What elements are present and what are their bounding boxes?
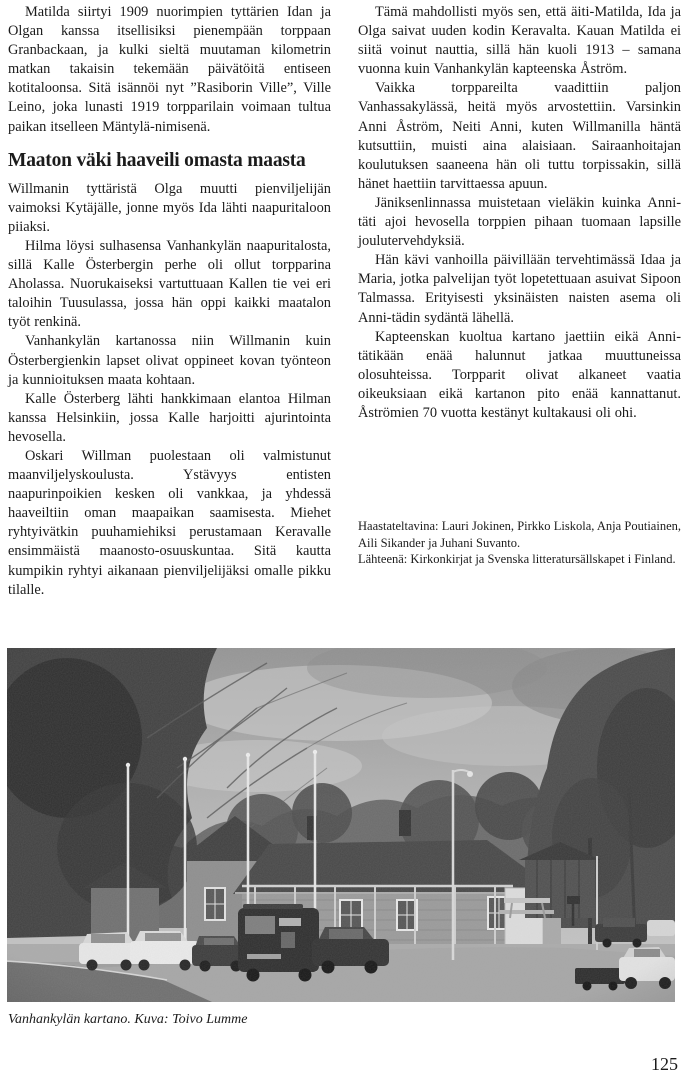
left-column [8, 3, 331, 600]
paragraph: Hän kävi vanhoilla päivillään tervehtimässä Idaa ja Maria, jotka palvelijan työt lopetettuaan asuivat Sipoon Talmassa. Erityisesti yksinäisten naisten asema oli Anni-tädin sydäntä lähellä. [358, 252, 681, 326]
paragraph: Vaikka torppareilta vaadittiin paljon Vanhassakylässä, heitä myös arvostettiin. Varsinkin Anni Åström, Neiti Anni, kuten Willmanilla häntä kutsuttiin, muisti aina alaisiaan. Sairaanhoitajan koulutuksen saaneena hän oli tuttu torpissakin, sillä hänet haettiin tarvittaessa apuun. [358, 80, 681, 192]
page-number: 125 [651, 1054, 678, 1074]
paragraph: Vanhankylän kartanossa niin Willmanin kuin Österbergienkin lapset olivat oppineet kovan työnteon ja kunnioituksen maata kohtaan. [8, 333, 331, 388]
manor-photo-illustration [7, 648, 675, 1002]
paragraph: Tämä mahdollisti myös sen, että äiti-Matilda, Ida ja Olga saivat uuden kodin Keravalta. Kauan Matilda ei siitä voinut nauttia, sillä hän kuoli 1913 – samana vuonna kuin Vanhankylän kapteenska Åström. [358, 4, 681, 78]
text-columns [8, 3, 681, 600]
paragraph: Matilda siirtyi 1909 nuorimpien tyttärien Idan ja Olgan kanssa itsellisiksi pienempään torppaan Granbackaan, ja kulki sieltä muutaman kilometrin matkan takaisin tekemään päivätöitä entiseen kotitaloonsa. Sitä isännöi nyt ”Rasiborin Ville”, Ville Leino, joka lunasti 1919 torpparilain voimaan tultua paikan itselleen Mäntylä-nimisenä. [8, 4, 331, 135]
paragraph: Jäniksenlinnassa muistetaan vieläkin kuinka Anni-täti ajoi hevosella torppien pihaan tuomaan lapsille joulutervehdyksiä. [358, 194, 681, 250]
sources-credit: Lähteenä: Kirkonkirjat ja Svenska litteratursällskapet i Finland. [358, 552, 676, 567]
credits-block [358, 518, 681, 568]
paragraph: Kalle Österberg lähti hankkimaan elantoa Hilman kanssa Helsinkiin, jossa Kalle harjoitti ajurintointa hevosella. [8, 390, 331, 445]
paragraph: Oskari Willman puolestaan oli valmistunut maanviljelyskoulusta. Ystävyys entisten naapurinpoikien kesken oli vankkaa, ja yhdessä haaveiltiin oman maapaikan saamisesta. Miehet ryhtyivätkin puuhamiehiksi perustamaan Keravalle ensimmäistä maanosto-osuuskuntaa. Sitä kautta kumpikin ryhtyi aikanaan pienviljelijäksi omalle pikku tilalle. [8, 447, 331, 598]
interviewees-credit: Haastateltavina: Lauri Jokinen, Pirkko Liskola, Anja Poutiainen, Aili Sikander ja Juhani Suvanto. [358, 519, 681, 550]
paragraph: Hilma löysi sulhasensa Vanhankylän naapuritalosta, sillä Kalle Österbergin perhe oli ollut torpparina Aholassa. Nuorukaiseksi vartuttuaan Kallen tie vei eri taloihin Tuusulassa, jossa hän oppi kaikki maatalon työt renkinä. [8, 237, 331, 331]
photo-figure [7, 648, 675, 1029]
paragraph: Kapteenskan kuoltua kartano jaettiin eikä Anni-tätikään enää halunnut jatkaa muuttuneissa olosuhteissa. Torpparit olivat alkaneet vaatia oikeuksiaan eikä kartanon pito enää kannattanut. Åströmien 70 vuotta kestänyt kultakausi oli ohi. [358, 328, 681, 421]
photo-caption: Vanhankylän kartano. Kuva: Toivo Lumme [8, 1012, 248, 1027]
section-heading: Maaton väki haaveili omasta maasta [8, 149, 306, 171]
manor-photo [7, 648, 675, 1002]
right-column [358, 3, 681, 600]
paragraph: Willmanin tyttäristä Olga muutti pienviljelijän vaimoksi Kytäjälle, jonne myös Ida lähti naapuritaloon piiaksi. [8, 180, 331, 235]
